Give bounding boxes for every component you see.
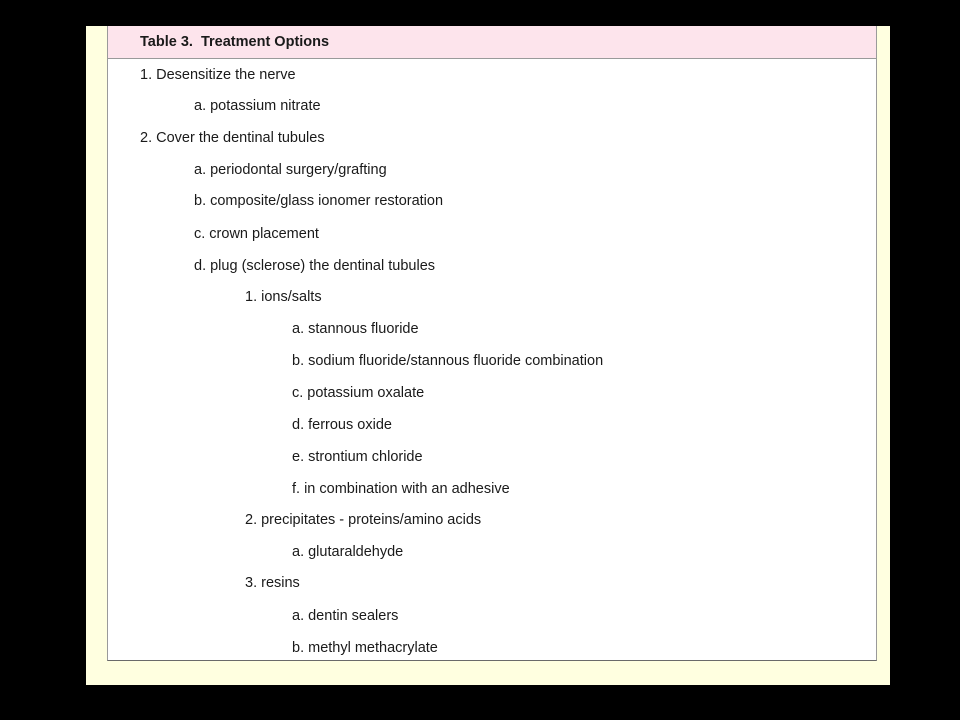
list-item: 3. resins xyxy=(245,575,300,591)
list-item: e. strontium chloride xyxy=(292,449,423,465)
table-header xyxy=(108,26,876,59)
treatment-options-table xyxy=(107,26,877,661)
list-item: a. potassium nitrate xyxy=(194,98,321,114)
list-item: a. glutaraldehyde xyxy=(292,544,404,560)
list-item: 2. precipitates - proteins/amino acids xyxy=(245,512,482,528)
table-title: Table 3. Treatment Options xyxy=(140,34,330,50)
list-item: d. ferrous oxide xyxy=(292,417,392,433)
list-item: b. sodium fluoride/stannous fluoride combination xyxy=(292,353,604,369)
slide xyxy=(86,26,890,685)
list-item: b. methyl methacrylate xyxy=(292,640,438,656)
list-item: b. composite/glass ionomer restoration xyxy=(194,193,444,209)
list-item: 1. ions/salts xyxy=(245,289,322,305)
list-item: c. crown placement xyxy=(194,226,319,242)
list-item: c. potassium oxalate xyxy=(292,385,425,401)
list-item: a. stannous fluoride xyxy=(292,321,419,337)
list-item: f. in combination with an adhesive xyxy=(292,481,510,497)
list-item: d. plug (sclerose) the dentinal tubules xyxy=(194,258,436,274)
list-item: 1. Desensitize the nerve xyxy=(140,67,296,83)
list-item: a. dentin sealers xyxy=(292,608,399,624)
list-item: a. periodontal surgery/grafting xyxy=(194,162,387,178)
list-item: 2. Cover the dentinal tubules xyxy=(140,130,325,146)
